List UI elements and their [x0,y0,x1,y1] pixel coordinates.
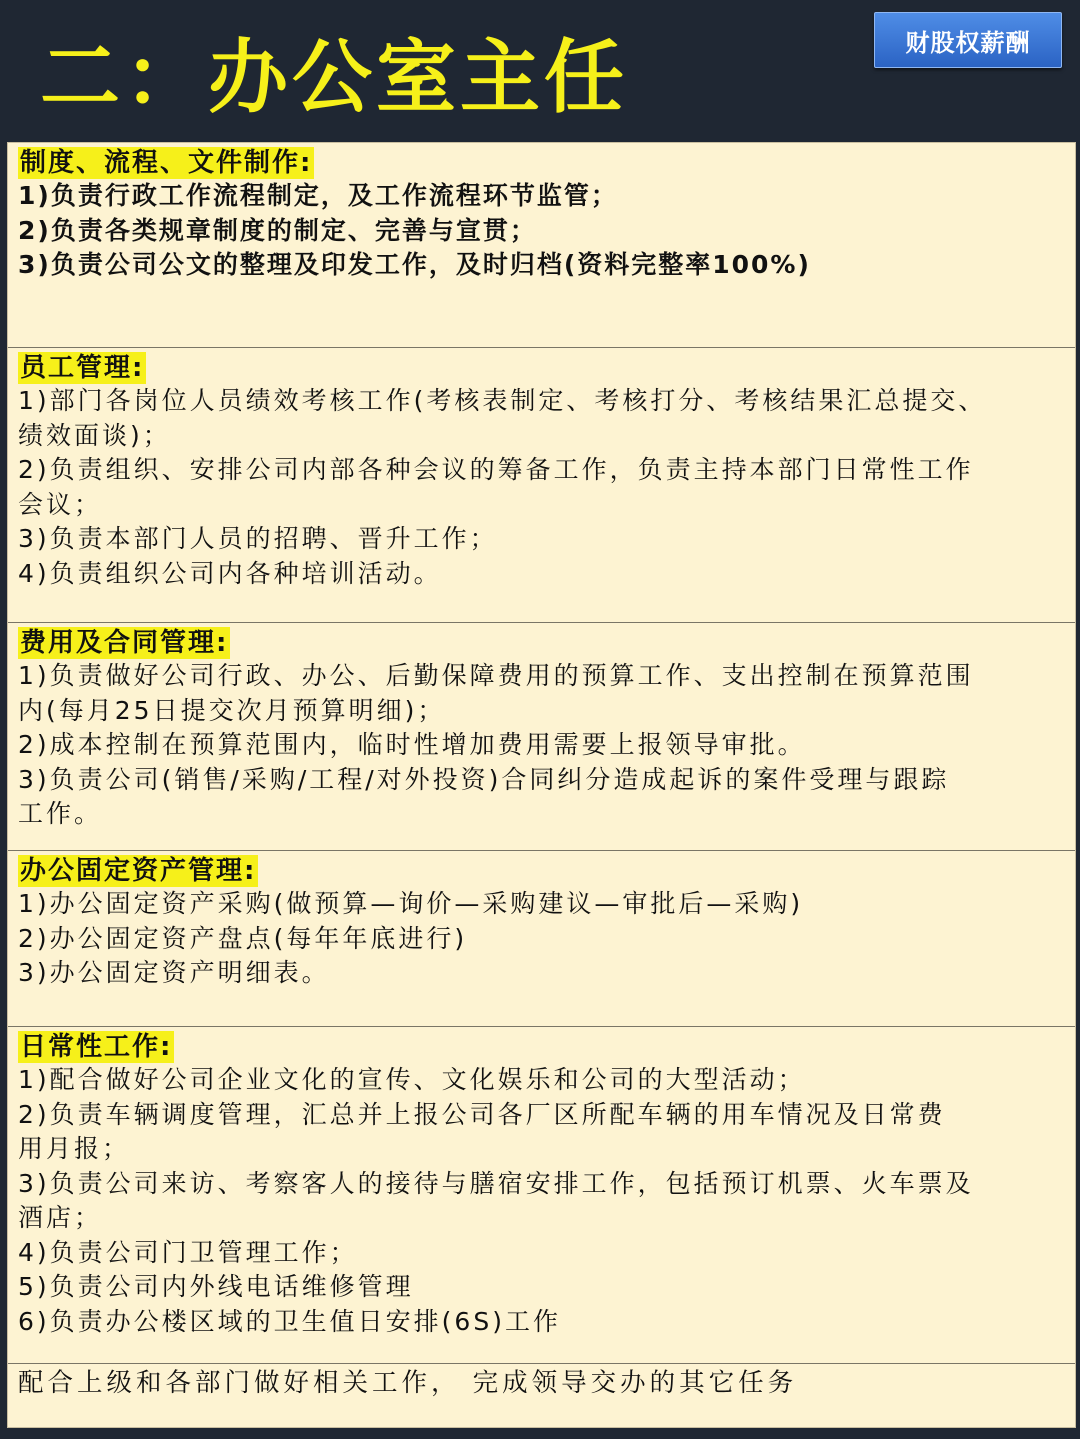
section-fixed-assets [8,851,1075,1027]
list-item: 4)负责组织公司内各种培训活动。 [18,558,442,588]
list-item: 3)办公固定资产明细表。 [18,958,330,987]
section-staff-management [8,348,1075,623]
list-item: 1)部门各岗位人员绩效考核工作(考核表制定、考核打分、考核结果汇总提交、 [18,386,987,415]
section-title: 员工管理: [20,353,145,383]
content-panel [7,142,1076,1428]
list-item: 2)负责车辆调度管理，汇总并上报公司各厂区所配车辆的用车情况及日常费 [18,1099,946,1129]
list-item: 1)负责行政工作流程制定，及工作流程环节监管； [18,181,618,210]
list-item: 酒店； [18,1203,103,1232]
section-title: 制度、流程、文件制作: [20,148,313,178]
list-item: 绩效面谈)； [18,420,171,450]
list-item: 3)负责本部门人员的招聘、晋升工作； [18,524,498,553]
list-item: 工作。 [18,799,103,828]
brand-badge: 财股权薪酬 [874,12,1062,68]
section-daily-work [8,1027,1075,1364]
list-item: 1)办公固定资产采购(做预算—询价—采购建议—审批后—采购) [18,889,804,918]
list-item: 4)负责公司门卫管理工作； [18,1237,358,1267]
list-item: 1)负责做好公司行政、办公、后勤保障费用的预算工作、支出控制在预算范围 [18,661,974,690]
list-item: 1)配合做好公司企业文化的宣传、文化娱乐和公司的大型活动； [18,1065,806,1094]
list-item: 2)成本控制在预算范围内，临时性增加费用需要上报领导审批。 [18,730,806,759]
list-item: 3)负责公司(销售/采购/工程/对外投资)合同纠分造成起诉的案件受理与跟踪 [18,764,950,794]
section-expense-contract [8,623,1075,851]
section-other-tasks [8,1364,1075,1427]
section-title: 办公固定资产管理: [20,856,257,886]
section-documents [8,143,1075,348]
section-title: 费用及合同管理: [20,628,229,658]
header [0,0,1080,142]
list-item: 3)负责公司公文的整理及印发工作，及时归档(资料完整率100%) [18,250,811,279]
list-item: 内(每月25日提交次月预算明细)； [18,695,446,725]
section-title: 日常性工作: [20,1032,173,1062]
page-title: 二：办公室主任 [40,31,628,124]
list-item: 用月报； [18,1134,131,1163]
list-item: 2)负责组织、安排公司内部各种会议的筹备工作，负责主持本部门日常性工作 [18,455,974,484]
list-item: 2)办公固定资产盘点(每年年底进行) [18,923,468,953]
list-item: 5)负责公司内外线电话维修管理 [18,1272,414,1301]
list-item: 3)负责公司来访、考察客人的接待与膳宿安排工作，包括预订机票、火车票及 [18,1168,974,1198]
list-item: 2)负责各类规章制度的制定、完善与宣贯； [18,215,537,245]
list-item: 会议； [18,489,103,519]
list-item: 6)负责办公楼区域的卫生值日安排(6S)工作 [18,1306,561,1336]
closing-statement: 配合上级和各部门做好相关工作， 完成领导交办的其它任务 [18,1368,798,1398]
